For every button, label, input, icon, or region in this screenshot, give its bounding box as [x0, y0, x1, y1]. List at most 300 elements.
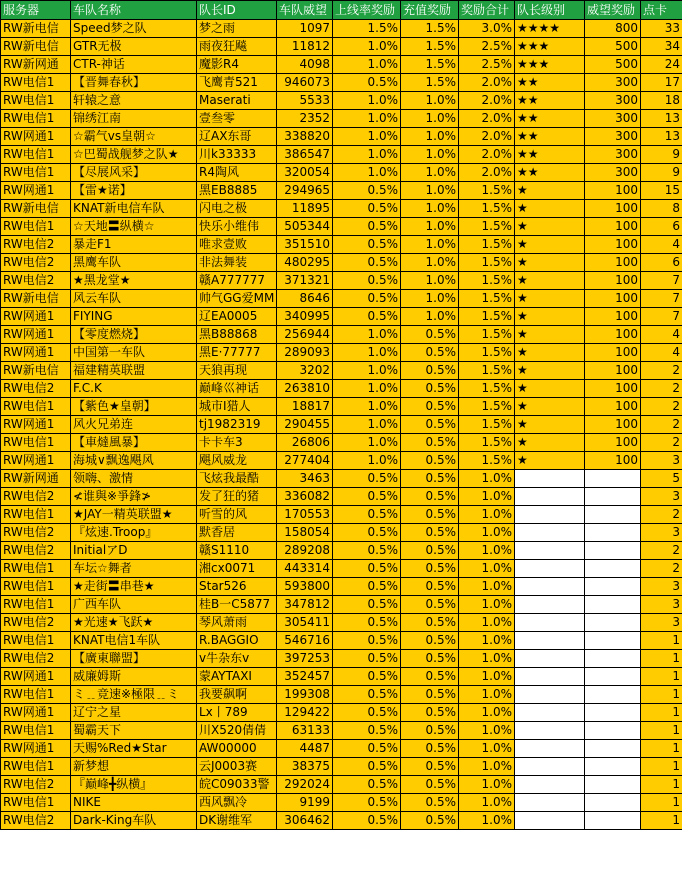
cell-total-reward: 2.0% [459, 110, 515, 128]
cell-point-card: 1 [641, 704, 682, 722]
cell-online-reward: 0.5% [333, 776, 401, 794]
cell-online-reward: 0.5% [333, 254, 401, 272]
cell-online-reward: 1.0% [333, 452, 401, 470]
cell-captain-id: 辽AX东哥 [197, 128, 277, 146]
cell-captain-id: 桂B一C5877 [197, 596, 277, 614]
cell-prestige-reward: 100 [585, 218, 641, 236]
cell-online-reward: 0.5% [333, 596, 401, 614]
cell-recharge-reward: 0.5% [401, 776, 459, 794]
table-row [1, 560, 682, 578]
cell-recharge-reward: 0.5% [401, 650, 459, 668]
cell-online-reward: 0.5% [333, 668, 401, 686]
cell-total-reward: 1.5% [459, 272, 515, 290]
cell-recharge-reward: 1.0% [401, 218, 459, 236]
cell-captain-level [515, 740, 585, 758]
cell-team-name: ≮谁與※爭鋒≯ [71, 488, 197, 506]
cell-online-reward: 0.5% [333, 200, 401, 218]
cell-captain-id: 云J0003赛 [197, 758, 277, 776]
cell-point-card: 13 [641, 128, 682, 146]
cell-total-reward: 1.0% [459, 614, 515, 632]
cell-point-card: 18 [641, 92, 682, 110]
cell-total-reward: 1.5% [459, 236, 515, 254]
cell-prestige-reward: 100 [585, 290, 641, 308]
cell-team-prestige: 371321 [277, 272, 333, 290]
cell-captain-level: ★ [515, 380, 585, 398]
cell-total-reward: 1.0% [459, 722, 515, 740]
cell-point-card: 24 [641, 56, 682, 74]
cell-team-name: InitialアD [71, 542, 197, 560]
cell-captain-id: 默香居 [197, 524, 277, 542]
cell-team-prestige: 11895 [277, 200, 333, 218]
cell-captain-level: ★ [515, 290, 585, 308]
cell-captain-id: 西风飘冷 [197, 794, 277, 812]
table-row [1, 362, 682, 380]
cell-point-card: 3 [641, 614, 682, 632]
cell-server: RW电信2 [1, 812, 71, 830]
cell-prestige-reward [585, 506, 641, 524]
cell-recharge-reward: 0.5% [401, 488, 459, 506]
cell-server: RW电信1 [1, 794, 71, 812]
cell-team-prestige: 505344 [277, 218, 333, 236]
cell-team-name: 风火兄弟连 [71, 416, 197, 434]
cell-captain-level [515, 668, 585, 686]
cell-captain-id: Maserati [197, 92, 277, 110]
cell-captain-level [515, 794, 585, 812]
cell-team-prestige: 263810 [277, 380, 333, 398]
cell-recharge-reward: 0.5% [401, 704, 459, 722]
cell-team-prestige: 320054 [277, 164, 333, 182]
cell-team-name: Dark-King车队 [71, 812, 197, 830]
cell-team-prestige: 397253 [277, 650, 333, 668]
cell-captain-level: ★ [515, 326, 585, 344]
cell-captain-id: 魔影R4 [197, 56, 277, 74]
cell-prestige-reward [585, 740, 641, 758]
cell-team-prestige: 63133 [277, 722, 333, 740]
cell-total-reward: 1.5% [459, 380, 515, 398]
cell-total-reward: 1.0% [459, 686, 515, 704]
cell-team-name: FIYING [71, 308, 197, 326]
cell-team-name: F.C.K [71, 380, 197, 398]
header-row [1, 1, 682, 20]
cell-captain-id: 皖C09033警 [197, 776, 277, 794]
table-row [1, 542, 682, 560]
cell-captain-level [515, 776, 585, 794]
cell-online-reward: 0.5% [333, 488, 401, 506]
cell-team-prestige: 294965 [277, 182, 333, 200]
table-row [1, 272, 682, 290]
cell-team-prestige: 336082 [277, 488, 333, 506]
cell-total-reward: 1.5% [459, 362, 515, 380]
table-row [1, 488, 682, 506]
table-row [1, 686, 682, 704]
cell-captain-level: ★★★ [515, 56, 585, 74]
cell-server: RW电信1 [1, 146, 71, 164]
cell-total-reward: 1.0% [459, 758, 515, 776]
cell-online-reward: 0.5% [333, 794, 401, 812]
table-row [1, 308, 682, 326]
cell-online-reward: 1.0% [333, 164, 401, 182]
cell-captain-id: DK谢维军 [197, 812, 277, 830]
cell-captain-id: 唯求壹败 [197, 236, 277, 254]
cell-total-reward: 2.5% [459, 56, 515, 74]
cell-online-reward: 1.0% [333, 380, 401, 398]
table-row [1, 164, 682, 182]
cell-point-card: 3 [641, 596, 682, 614]
table-row [1, 56, 682, 74]
cell-prestige-reward: 100 [585, 344, 641, 362]
cell-online-reward: 1.0% [333, 146, 401, 164]
cell-captain-level [515, 470, 585, 488]
cell-recharge-reward: 1.5% [401, 56, 459, 74]
table-row [1, 416, 682, 434]
cell-captain-level: ★ [515, 254, 585, 272]
table-row [1, 524, 682, 542]
cell-server: RW电信1 [1, 632, 71, 650]
cell-captain-id: R4陶风 [197, 164, 277, 182]
header-captain-level: 队长级别 [515, 1, 585, 20]
cell-server: RW电信1 [1, 506, 71, 524]
cell-online-reward: 1.0% [333, 128, 401, 146]
cell-total-reward: 1.0% [459, 596, 515, 614]
cell-team-prestige: 593800 [277, 578, 333, 596]
cell-server: RW新网通 [1, 470, 71, 488]
cell-team-name: Speed梦之队 [71, 20, 197, 38]
cell-team-name: 福建精英联盟 [71, 362, 197, 380]
table-row [1, 650, 682, 668]
cell-team-prestige: 38375 [277, 758, 333, 776]
cell-captain-level: ★★ [515, 74, 585, 92]
cell-server: RW电信2 [1, 614, 71, 632]
cell-point-card: 1 [641, 812, 682, 830]
cell-team-prestige: 8646 [277, 290, 333, 308]
cell-online-reward: 0.5% [333, 560, 401, 578]
cell-captain-id: 飞炫我最酷 [197, 470, 277, 488]
cell-captain-level: ★ [515, 398, 585, 416]
cell-point-card: 1 [641, 650, 682, 668]
cell-server: RW电信2 [1, 650, 71, 668]
cell-team-prestige: 18817 [277, 398, 333, 416]
cell-server: RW电信2 [1, 776, 71, 794]
cell-team-name: NIKE [71, 794, 197, 812]
cell-total-reward: 1.0% [459, 470, 515, 488]
cell-prestige-reward: 500 [585, 56, 641, 74]
cell-prestige-reward: 500 [585, 38, 641, 56]
cell-captain-id: 赣S1110 [197, 542, 277, 560]
cell-captain-id: 赣A777777 [197, 272, 277, 290]
cell-recharge-reward: 0.5% [401, 578, 459, 596]
cell-captain-id: 蒙AYTAXI [197, 668, 277, 686]
cell-point-card: 17 [641, 74, 682, 92]
cell-team-prestige: 386547 [277, 146, 333, 164]
cell-online-reward: 0.5% [333, 650, 401, 668]
cell-total-reward: 1.0% [459, 506, 515, 524]
cell-captain-level: ★ [515, 416, 585, 434]
cell-prestige-reward: 300 [585, 146, 641, 164]
cell-recharge-reward: 0.5% [401, 434, 459, 452]
cell-captain-level [515, 614, 585, 632]
cell-prestige-reward [585, 650, 641, 668]
cell-recharge-reward: 0.5% [401, 524, 459, 542]
cell-server: RW网通1 [1, 182, 71, 200]
cell-team-name: 暴走F1 [71, 236, 197, 254]
cell-recharge-reward: 0.5% [401, 668, 459, 686]
cell-server: RW电信1 [1, 686, 71, 704]
cell-captain-id: AW00000 [197, 740, 277, 758]
cell-server: RW新电信 [1, 20, 71, 38]
cell-team-name: ☆天地〓纵横☆ [71, 218, 197, 236]
cell-team-name: 『炫速.Troop』 [71, 524, 197, 542]
cell-recharge-reward: 1.0% [401, 146, 459, 164]
cell-recharge-reward: 1.0% [401, 290, 459, 308]
cell-team-prestige: 199308 [277, 686, 333, 704]
cell-online-reward: 0.5% [333, 686, 401, 704]
table-row [1, 812, 682, 830]
header-team-name: 车队名称 [71, 1, 197, 20]
cell-team-name: 『巅峰╋纵横』 [71, 776, 197, 794]
cell-total-reward: 1.5% [459, 344, 515, 362]
cell-prestige-reward [585, 488, 641, 506]
cell-total-reward: 1.0% [459, 776, 515, 794]
cell-point-card: 2 [641, 506, 682, 524]
cell-team-prestige: 443314 [277, 560, 333, 578]
cell-server: RW电信1 [1, 164, 71, 182]
cell-captain-id: 我要飙啊 [197, 686, 277, 704]
cell-team-name: 【紫色★皇朝】 [71, 398, 197, 416]
table-body [1, 20, 682, 830]
cell-recharge-reward: 0.5% [401, 398, 459, 416]
cell-total-reward: 2.0% [459, 74, 515, 92]
cell-total-reward: 1.0% [459, 488, 515, 506]
cell-captain-id: 巅峰巛神话 [197, 380, 277, 398]
cell-total-reward: 2.0% [459, 128, 515, 146]
cell-recharge-reward: 0.5% [401, 542, 459, 560]
cell-server: RW新电信 [1, 200, 71, 218]
cell-recharge-reward: 0.5% [401, 380, 459, 398]
cell-team-prestige: 546716 [277, 632, 333, 650]
cell-team-prestige: 347812 [277, 596, 333, 614]
cell-total-reward: 1.5% [459, 290, 515, 308]
cell-captain-id: 非法舞装 [197, 254, 277, 272]
cell-recharge-reward: 0.5% [401, 506, 459, 524]
cell-team-name: 【雷★诺】 [71, 182, 197, 200]
cell-captain-id: 雨夜狂飚 [197, 38, 277, 56]
cell-captain-level: ★★★ [515, 38, 585, 56]
cell-online-reward: 0.5% [333, 308, 401, 326]
table-row [1, 290, 682, 308]
cell-point-card: 8 [641, 200, 682, 218]
cell-team-prestige: 3202 [277, 362, 333, 380]
cell-server: RW新电信 [1, 362, 71, 380]
cell-prestige-reward: 300 [585, 128, 641, 146]
cell-point-card: 2 [641, 380, 682, 398]
cell-online-reward: 0.5% [333, 758, 401, 776]
cell-prestige-reward: 100 [585, 236, 641, 254]
cell-server: RW新电信 [1, 38, 71, 56]
cell-server: RW电信1 [1, 92, 71, 110]
cell-captain-level: ★ [515, 200, 585, 218]
table-row [1, 344, 682, 362]
cell-server: RW电信1 [1, 758, 71, 776]
table-row [1, 128, 682, 146]
cell-team-name: 【零度燃烧】 [71, 326, 197, 344]
cell-total-reward: 1.0% [459, 668, 515, 686]
cell-total-reward: 2.5% [459, 38, 515, 56]
cell-captain-id: 辽EA0005 [197, 308, 277, 326]
cell-team-prestige: 2352 [277, 110, 333, 128]
cell-recharge-reward: 1.5% [401, 20, 459, 38]
cell-captain-id: 琴风萧雨 [197, 614, 277, 632]
cell-captain-id: 壹叁零 [197, 110, 277, 128]
cell-prestige-reward [585, 722, 641, 740]
cell-point-card: 7 [641, 308, 682, 326]
cell-total-reward: 1.5% [459, 182, 515, 200]
cell-captain-level: ★ [515, 344, 585, 362]
cell-team-name: ☆霸气vs皇朝☆ [71, 128, 197, 146]
cell-team-prestige: 4098 [277, 56, 333, 74]
cell-total-reward: 1.0% [459, 650, 515, 668]
cell-server: RW网通1 [1, 128, 71, 146]
cell-server: RW网通1 [1, 704, 71, 722]
cell-point-card: 1 [641, 632, 682, 650]
cell-total-reward: 1.5% [459, 398, 515, 416]
cell-server: RW网通1 [1, 740, 71, 758]
table-row [1, 758, 682, 776]
cell-point-card: 2 [641, 560, 682, 578]
cell-prestige-reward: 300 [585, 92, 641, 110]
cell-recharge-reward: 1.0% [401, 236, 459, 254]
cell-server: RW电信2 [1, 542, 71, 560]
cell-online-reward: 1.0% [333, 434, 401, 452]
cell-prestige-reward [585, 560, 641, 578]
cell-recharge-reward: 1.0% [401, 92, 459, 110]
cell-team-prestige: 4487 [277, 740, 333, 758]
cell-server: RW电信1 [1, 578, 71, 596]
cell-recharge-reward: 1.0% [401, 254, 459, 272]
cell-captain-id: tj1982319 [197, 416, 277, 434]
header-captain-id: 队长ID [197, 1, 277, 20]
cell-captain-level [515, 542, 585, 560]
cell-server: RW电信1 [1, 110, 71, 128]
cell-point-card: 3 [641, 488, 682, 506]
cell-prestige-reward [585, 614, 641, 632]
table-row [1, 146, 682, 164]
header-recharge-reward: 充值奖励 [401, 1, 459, 20]
cell-team-prestige: 351510 [277, 236, 333, 254]
cell-online-reward: 0.5% [333, 614, 401, 632]
cell-team-prestige: 305411 [277, 614, 333, 632]
cell-point-card: 7 [641, 272, 682, 290]
cell-online-reward: 0.5% [333, 74, 401, 92]
cell-prestige-reward [585, 524, 641, 542]
cell-captain-level [515, 632, 585, 650]
cell-online-reward: 0.5% [333, 722, 401, 740]
cell-recharge-reward: 0.5% [401, 794, 459, 812]
cell-point-card: 2 [641, 362, 682, 380]
cell-team-name: 【車燵風暴】 [71, 434, 197, 452]
cell-online-reward: 0.5% [333, 272, 401, 290]
cell-captain-level: ★ [515, 452, 585, 470]
cell-prestige-reward: 100 [585, 452, 641, 470]
cell-server: RW网通1 [1, 326, 71, 344]
table-row [1, 74, 682, 92]
table-row [1, 506, 682, 524]
cell-prestige-reward: 100 [585, 380, 641, 398]
cell-online-reward: 0.5% [333, 704, 401, 722]
cell-online-reward: 1.0% [333, 110, 401, 128]
cell-online-reward: 0.5% [333, 290, 401, 308]
cell-prestige-reward: 300 [585, 74, 641, 92]
cell-point-card: 1 [641, 686, 682, 704]
cell-captain-level [515, 686, 585, 704]
cell-total-reward: 2.0% [459, 164, 515, 182]
cell-online-reward: 1.0% [333, 56, 401, 74]
cell-prestige-reward [585, 776, 641, 794]
table-row [1, 722, 682, 740]
cell-online-reward: 1.0% [333, 92, 401, 110]
cell-captain-level: ★★ [515, 92, 585, 110]
cell-prestige-reward: 100 [585, 434, 641, 452]
cell-point-card: 9 [641, 146, 682, 164]
cell-captain-level: ★ [515, 218, 585, 236]
cell-team-name: 威廉姆斯 [71, 668, 197, 686]
cell-prestige-reward [585, 812, 641, 830]
cell-total-reward: 1.0% [459, 632, 515, 650]
table-row [1, 254, 682, 272]
table-row [1, 434, 682, 452]
cell-team-prestige: 256944 [277, 326, 333, 344]
cell-point-card: 34 [641, 38, 682, 56]
cell-total-reward: 1.5% [459, 200, 515, 218]
cell-prestige-reward [585, 632, 641, 650]
cell-server: RW电信2 [1, 254, 71, 272]
cell-point-card: 1 [641, 668, 682, 686]
cell-captain-level: ★ [515, 308, 585, 326]
cell-point-card: 9 [641, 164, 682, 182]
cell-prestige-reward: 100 [585, 362, 641, 380]
cell-prestige-reward [585, 758, 641, 776]
table-row [1, 200, 682, 218]
cell-server: RW网通1 [1, 308, 71, 326]
cell-captain-level [515, 758, 585, 776]
cell-online-reward: 0.5% [333, 740, 401, 758]
cell-total-reward: 1.5% [459, 452, 515, 470]
table-row [1, 740, 682, 758]
cell-recharge-reward: 1.5% [401, 38, 459, 56]
cell-recharge-reward: 0.5% [401, 812, 459, 830]
cell-team-prestige: 5533 [277, 92, 333, 110]
cell-total-reward: 1.0% [459, 560, 515, 578]
cell-team-prestige: 11812 [277, 38, 333, 56]
cell-recharge-reward: 0.5% [401, 614, 459, 632]
cell-total-reward: 2.0% [459, 92, 515, 110]
table-row [1, 452, 682, 470]
cell-team-name: 风云车队 [71, 290, 197, 308]
table-row [1, 704, 682, 722]
cell-point-card: 3 [641, 578, 682, 596]
cell-captain-level [515, 812, 585, 830]
cell-team-name: 中国第一车队 [71, 344, 197, 362]
cell-captain-id: 黑EB8885 [197, 182, 277, 200]
cell-online-reward: 0.5% [333, 236, 401, 254]
cell-recharge-reward: 0.5% [401, 416, 459, 434]
cell-point-card: 4 [641, 344, 682, 362]
cell-captain-level [515, 722, 585, 740]
table-row [1, 596, 682, 614]
cell-point-card: 4 [641, 236, 682, 254]
cell-online-reward: 0.5% [333, 812, 401, 830]
cell-server: RW电信1 [1, 722, 71, 740]
cell-captain-id: 梦之雨 [197, 20, 277, 38]
